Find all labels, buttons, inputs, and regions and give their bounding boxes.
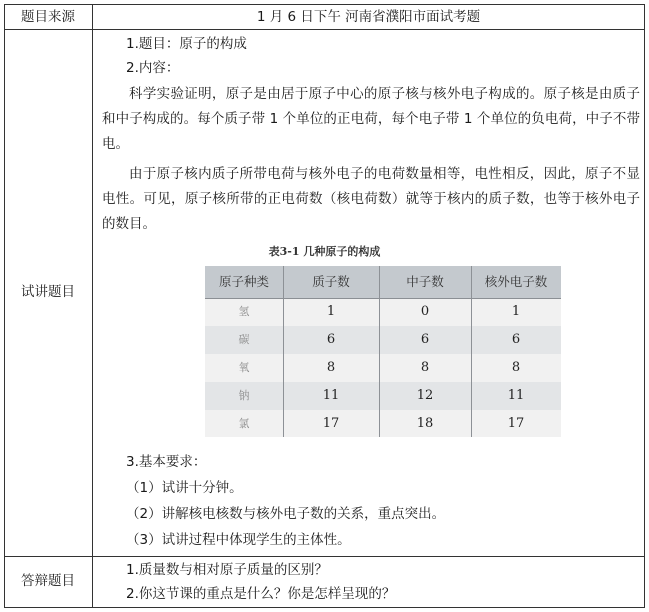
defense-question: 2.你这节课的重点是什么？你是怎样呈现的？ [126,586,396,602]
table-row [205,382,561,410]
table-header-cell: 核外电子数 [484,274,548,289]
topic-line: 1.题目：原子的构成 [126,36,247,52]
table-cell: 氯 [238,417,250,430]
column-divider [92,4,93,608]
table-cell: 1 [511,304,521,319]
table-cell: 17 [507,416,525,431]
row-divider [4,556,645,557]
row-divider [4,29,645,30]
atom-composition-table [205,266,561,437]
table-header-cell: 中子数 [406,274,444,289]
table-cell: 17 [322,416,340,431]
table-cell: 氧 [238,361,250,374]
requirement-item: （2）讲解核电核数与核外电子数的关系，重点突出。 [126,506,446,522]
table-header-cell: 质子数 [312,274,350,289]
content-paragraph-1: 科学实验证明，原子是由居于原子中心的原子核与核外电子构成的。原子核是由质子和中子构成的。每个质子带 1 个单位的正电荷，每个电子带 1 个单位的负电荷，中子不带电。 [102,86,640,152]
requirement-item: （1）试讲十分钟。 [126,480,243,496]
requirements-label: 3.基本要求： [126,454,207,470]
content-paragraph-2: 由于原子核内质子所带电荷与核外电子的电荷数量相等，电性相反，因此，原子不显电性。可见，原子核所带的正电荷数（核电荷数）就等于核内的质子数，也等于核外电子的数目。 [102,166,640,232]
table-cell: 碳 [238,333,250,346]
defense-row-label: 答辩题目 [21,573,75,589]
table-row [205,326,561,354]
interview-question-sheet [4,4,645,608]
table-row [205,410,561,438]
table-cell: 6 [326,332,336,347]
table-column-divider [283,266,284,437]
table-cell: 8 [420,360,430,375]
requirement-item: （3）试讲过程中体现学生的主体性。 [126,532,351,548]
table-header-cell: 原子种类 [218,274,269,289]
table-row [205,354,561,382]
table-cell: 钠 [238,389,250,402]
content-label: 2.内容： [126,60,180,76]
trial-row-label: 试讲题目 [21,284,75,300]
table-cell: 8 [326,360,336,375]
table-column-divider [379,266,380,437]
table-cell: 18 [416,416,434,431]
table-cell: 11 [507,388,525,403]
table-cell: 11 [322,388,340,403]
table-row [205,298,561,326]
table-caption: 表3-1 几种原子的构成 [268,245,381,258]
table-header-row [205,266,561,299]
table-cell: 6 [511,332,521,347]
table-cell: 1 [326,304,336,319]
table-column-divider [471,266,472,437]
table-cell: 12 [416,388,434,403]
table-cell: 氢 [238,305,250,318]
table-cell: 8 [511,360,521,375]
defense-question: 1.质量数与相对原子质量的区别？ [126,562,328,578]
source-label: 题目来源 [21,9,75,25]
table-cell: 6 [420,332,430,347]
source-value: 1 月 6 日下午 河南省濮阳市面试考题 [256,9,481,25]
table-cell: 0 [420,304,430,319]
